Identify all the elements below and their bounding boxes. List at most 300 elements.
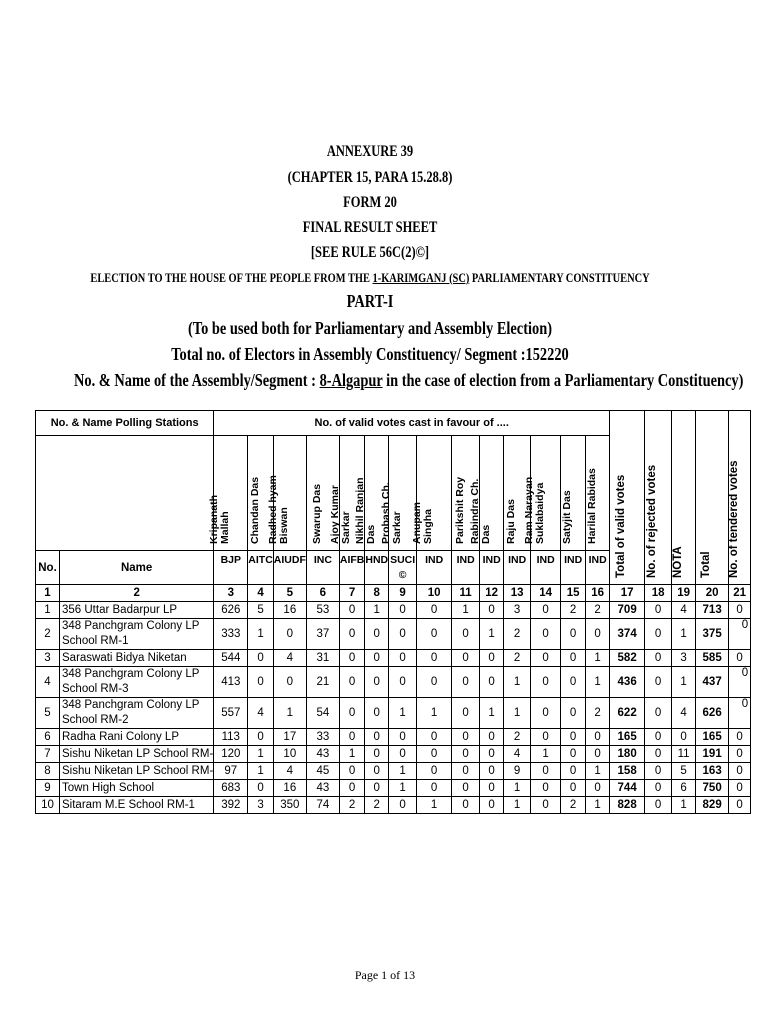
vote-cell: 0 <box>561 746 586 763</box>
segment-suffix: in the case of election from a Parliamentary Constituency) <box>382 370 744 390</box>
vote-cell: 53 <box>306 602 339 619</box>
vote-cell: 0 <box>417 746 452 763</box>
vote-cell: 3 <box>248 797 274 814</box>
col-no-header: No. <box>36 551 60 585</box>
index-cell: 8 <box>365 585 389 602</box>
valid-total-cell: 744 <box>610 780 645 797</box>
vote-cell: 0 <box>339 650 365 667</box>
vote-cell: 0 <box>389 619 417 650</box>
index-cell: 7 <box>339 585 365 602</box>
vote-cell: 1 <box>339 746 365 763</box>
vote-cell: 113 <box>214 729 248 746</box>
vote-cell: 2 <box>561 602 586 619</box>
vote-cell: 1 <box>389 780 417 797</box>
vote-cell: 4 <box>504 746 531 763</box>
vote-cell: 0 <box>480 602 504 619</box>
vote-cell: 1 <box>452 602 480 619</box>
vote-cell: 0 <box>339 602 365 619</box>
vote-cell: 0 <box>389 667 417 698</box>
summary-col-label: No. of tendered votes <box>727 460 740 578</box>
vote-cell: 74 <box>306 797 339 814</box>
vote-cell: 0 <box>480 729 504 746</box>
rejected-cell: 0 <box>645 602 672 619</box>
index-cell: 17 <box>610 585 645 602</box>
vote-cell: 0 <box>480 763 504 780</box>
row-number: 5 <box>36 698 60 729</box>
summary-col-label: Total <box>700 551 713 578</box>
vote-cell: 2 <box>586 698 610 729</box>
vote-cell: 0 <box>561 698 586 729</box>
table-row <box>36 797 751 814</box>
rejected-cell: 0 <box>645 667 672 698</box>
vote-cell: 0 <box>480 650 504 667</box>
vote-cell: 4 <box>273 650 306 667</box>
election-line <box>74 270 666 286</box>
nota-cell: 4 <box>672 698 696 729</box>
vote-cell: 1 <box>389 763 417 780</box>
station-name: Sishu Niketan LP School RM- <box>60 746 214 763</box>
candidate-name: Anupam Singha <box>411 502 435 544</box>
candidate-name: Ajoy Kumar Sarkar <box>329 485 353 544</box>
nota-cell: 3 <box>672 650 696 667</box>
vote-cell: 0 <box>561 619 586 650</box>
index-cell: 4 <box>248 585 274 602</box>
vote-cell: 0 <box>365 746 389 763</box>
vote-cell: 1 <box>586 797 610 814</box>
total-cell: 165 <box>696 729 729 746</box>
total-cell: 191 <box>696 746 729 763</box>
candidate-name: Probash Ch. Sarkar <box>379 482 403 544</box>
vote-cell: 0 <box>339 698 365 729</box>
index-cell: 11 <box>452 585 480 602</box>
tendered-cell: 0 <box>729 729 751 746</box>
vote-cell: 557 <box>214 698 248 729</box>
vote-cell: 1 <box>417 797 452 814</box>
nota-cell: 1 <box>672 667 696 698</box>
vote-cell: 0 <box>586 729 610 746</box>
vote-cell: 0 <box>531 797 561 814</box>
tendered-cell: 0 <box>729 667 751 698</box>
vote-cell: 0 <box>365 698 389 729</box>
candidate-name-cell <box>586 436 610 551</box>
index-cell: 1 <box>36 585 60 602</box>
party-cell: IND <box>504 551 531 585</box>
index-cell: 18 <box>645 585 672 602</box>
header-form: FORM 20 <box>343 194 397 211</box>
vote-cell: 0 <box>452 763 480 780</box>
vote-cell: 0 <box>531 729 561 746</box>
candidate-name: Satyjit Das <box>561 490 574 544</box>
vote-cell: 54 <box>306 698 339 729</box>
summary-col-header <box>696 411 729 585</box>
vote-cell: 0 <box>365 667 389 698</box>
candidate-name: Nikhil Ranjan Das <box>353 477 377 544</box>
vote-cell: 1 <box>248 763 274 780</box>
vote-cell: 413 <box>214 667 248 698</box>
vote-cell: 43 <box>306 746 339 763</box>
electors-line: Total no. of Electors in Assembly Constituency/ Segment :152220 <box>171 344 569 364</box>
vote-cell: 0 <box>339 729 365 746</box>
summary-col-header <box>672 411 696 585</box>
vote-cell: 0 <box>389 602 417 619</box>
candidate-name: Radhed hyam Biswan <box>266 475 290 544</box>
usage-line: (To be used both for Parliamentary and Assembly Election) <box>187 318 553 338</box>
index-cell: 3 <box>214 585 248 602</box>
candidate-name-cell <box>468 436 504 551</box>
tendered-cell: 0 <box>729 602 751 619</box>
vote-cell: 0 <box>480 746 504 763</box>
summary-col-label: Total of valid votes <box>615 474 628 578</box>
vote-cell: 1 <box>365 602 389 619</box>
table-row <box>36 746 751 763</box>
vote-cell: 1 <box>417 698 452 729</box>
vote-cell: 0 <box>389 650 417 667</box>
vote-cell: 0 <box>586 619 610 650</box>
vote-cell: 0 <box>248 650 274 667</box>
tendered-cell: 0 <box>729 698 751 729</box>
tendered-cell: 0 <box>729 746 751 763</box>
table-row <box>36 602 751 619</box>
party-cell: AIUDF <box>273 551 306 585</box>
vote-cell: 0 <box>561 667 586 698</box>
valid-total-cell: 622 <box>610 698 645 729</box>
vote-cell: 0 <box>480 780 504 797</box>
rejected-cell: 0 <box>645 619 672 650</box>
nota-cell: 0 <box>672 729 696 746</box>
vote-cell: 0 <box>561 763 586 780</box>
rejected-cell: 0 <box>645 698 672 729</box>
vote-cell: 0 <box>417 650 452 667</box>
party-cell: IND <box>452 551 480 585</box>
vote-cell: 1 <box>504 797 531 814</box>
index-cell: 2 <box>60 585 214 602</box>
summary-col-label: No. of rejected votes <box>646 464 659 578</box>
vote-cell: 0 <box>339 763 365 780</box>
row-number: 1 <box>36 602 60 619</box>
total-cell: 750 <box>696 780 729 797</box>
vote-cell: 0 <box>365 619 389 650</box>
index-cell: 16 <box>586 585 610 602</box>
party-cell: INC <box>306 551 339 585</box>
index-cell: 20 <box>696 585 729 602</box>
nota-cell: 11 <box>672 746 696 763</box>
vote-cell: 1 <box>586 763 610 780</box>
vote-cell: 2 <box>561 797 586 814</box>
index-cell: 13 <box>504 585 531 602</box>
vote-cell: 0 <box>248 729 274 746</box>
col-name-header: Name <box>60 551 214 585</box>
vote-cell: 0 <box>531 650 561 667</box>
vote-cell: 0 <box>248 780 274 797</box>
vote-cell: 16 <box>273 780 306 797</box>
vote-cell: 683 <box>214 780 248 797</box>
vote-cell: 0 <box>531 667 561 698</box>
nota-cell: 5 <box>672 763 696 780</box>
vote-cell: 1 <box>586 667 610 698</box>
station-name: Sishu Niketan LP School RM- <box>60 763 214 780</box>
election-prefix: ELECTION TO THE HOUSE OF THE PEOPLE FROM THE <box>90 270 373 285</box>
station-name: Town High School <box>60 780 214 797</box>
header-title: FINAL RESULT SHEET <box>302 219 438 236</box>
valid-total-cell: 180 <box>610 746 645 763</box>
vote-cell: 3 <box>504 602 531 619</box>
page-number: Page 1 of 13 <box>354 968 416 982</box>
tendered-cell: 0 <box>729 797 751 814</box>
vote-cell: 0 <box>417 763 452 780</box>
vote-cell: 1 <box>586 650 610 667</box>
vote-cell: 120 <box>214 746 248 763</box>
candidate-name: Ram Narayan Suklabaidya <box>522 476 546 544</box>
header-chapter: (CHAPTER 15, PARA 15.28.8) <box>287 169 453 186</box>
rejected-cell: 0 <box>645 797 672 814</box>
vote-cell: 0 <box>389 746 417 763</box>
vote-cell: 4 <box>248 698 274 729</box>
rejected-cell: 0 <box>645 746 672 763</box>
total-cell: 437 <box>696 667 729 698</box>
tendered-cell: 0 <box>729 763 751 780</box>
vote-cell: 45 <box>306 763 339 780</box>
candidate-name-cell <box>411 436 452 551</box>
vote-cell: 0 <box>561 780 586 797</box>
vote-cell: 17 <box>273 729 306 746</box>
election-suffix: PARLIAMENTARY CONSTITUENCY <box>469 270 650 285</box>
table-head-row <box>36 411 751 436</box>
vote-cell: 1 <box>480 698 504 729</box>
vote-cell: 10 <box>273 746 306 763</box>
result-table <box>35 410 751 814</box>
total-cell: 829 <box>696 797 729 814</box>
candidate-name: Swarup Das <box>310 483 323 544</box>
vote-cell: 16 <box>273 602 306 619</box>
vote-cell: 0 <box>531 698 561 729</box>
station-name: Saraswati Bidya Niketan <box>60 650 214 667</box>
vote-cell: 0 <box>339 667 365 698</box>
vote-cell: 21 <box>306 667 339 698</box>
candidate-name: Parikshit Roy <box>453 476 466 544</box>
index-cell: 15 <box>561 585 586 602</box>
vote-cell: 0 <box>531 763 561 780</box>
vote-cell: 31 <box>306 650 339 667</box>
nota-cell: 4 <box>672 602 696 619</box>
nota-cell: 1 <box>672 797 696 814</box>
vote-cell: 33 <box>306 729 339 746</box>
vote-cell: 0 <box>531 602 561 619</box>
rejected-cell: 0 <box>645 729 672 746</box>
part-title: PART-I <box>346 291 394 311</box>
station-name: 356 Uttar Badarpur LP <box>60 602 214 619</box>
party-cell: BJP <box>214 551 248 585</box>
vote-cell: 392 <box>214 797 248 814</box>
vote-cell: 0 <box>480 797 504 814</box>
vote-cell: 0 <box>531 619 561 650</box>
total-cell: 585 <box>696 650 729 667</box>
index-cell: 10 <box>417 585 452 602</box>
party-cell: AITC <box>248 551 274 585</box>
party-cell: AIFB <box>339 551 365 585</box>
vote-cell: 0 <box>389 797 417 814</box>
row-number: 7 <box>36 746 60 763</box>
vote-cell: 5 <box>248 602 274 619</box>
vote-cell: 0 <box>586 780 610 797</box>
valid-total-cell: 165 <box>610 729 645 746</box>
party-cell: HND <box>365 551 389 585</box>
vote-cell: 0 <box>452 746 480 763</box>
summary-col-header <box>729 411 751 585</box>
vote-cell: 0 <box>452 619 480 650</box>
vote-cell: 37 <box>306 619 339 650</box>
index-cell: 6 <box>306 585 339 602</box>
table-row <box>36 763 751 780</box>
valid-total-cell: 374 <box>610 619 645 650</box>
vote-cell: 0 <box>452 650 480 667</box>
vote-cell: 626 <box>214 602 248 619</box>
vote-cell: 2 <box>504 650 531 667</box>
vote-cell: 0 <box>452 667 480 698</box>
index-row <box>36 585 751 602</box>
vote-cell: 0 <box>561 650 586 667</box>
vote-cell: 2 <box>504 729 531 746</box>
total-cell: 713 <box>696 602 729 619</box>
polling-stations-header: No. & Name Polling Stations <box>36 411 214 436</box>
rejected-cell: 0 <box>645 780 672 797</box>
index-cell: 9 <box>389 585 417 602</box>
vote-cell: 0 <box>417 667 452 698</box>
valid-total-cell: 582 <box>610 650 645 667</box>
valid-total-cell: 709 <box>610 602 645 619</box>
valid-total-cell: 158 <box>610 763 645 780</box>
station-name: 348 Panchgram Colony LP School RM-3 <box>60 667 214 698</box>
header-rule: [SEE RULE 56C(2)©] <box>310 244 430 261</box>
vote-cell: 0 <box>365 780 389 797</box>
summary-col-header <box>645 411 672 585</box>
vote-cell: 1 <box>504 698 531 729</box>
segment-line <box>74 370 744 391</box>
table-body <box>36 411 751 814</box>
segment-name: 8-Algapur <box>319 370 383 390</box>
vote-cell: 2 <box>365 797 389 814</box>
party-cell: IND <box>586 551 610 585</box>
station-name: Radha Rani Colony LP <box>60 729 214 746</box>
table-row <box>36 650 751 667</box>
candidate-name: Chandan Das <box>248 476 261 544</box>
table-row <box>36 780 751 797</box>
vote-cell: 0 <box>365 763 389 780</box>
vote-cell: 0 <box>452 780 480 797</box>
station-name: Sitaram M.E School RM-1 <box>60 797 214 814</box>
vote-cell: 0 <box>339 619 365 650</box>
total-cell: 626 <box>696 698 729 729</box>
vote-cell: 1 <box>504 780 531 797</box>
party-cell: IND <box>561 551 586 585</box>
tendered-cell: 0 <box>729 619 751 650</box>
index-cell: 19 <box>672 585 696 602</box>
tendered-cell: 0 <box>729 650 751 667</box>
rejected-cell: 0 <box>645 650 672 667</box>
vote-cell: 1 <box>504 667 531 698</box>
nota-cell: 1 <box>672 619 696 650</box>
tendered-cell: 0 <box>729 780 751 797</box>
party-cell: IND <box>531 551 561 585</box>
vote-cell: 0 <box>339 780 365 797</box>
total-cell: 375 <box>696 619 729 650</box>
vote-cell: 0 <box>365 650 389 667</box>
table-row <box>36 619 751 650</box>
row-number: 2 <box>36 619 60 650</box>
vote-cell: 1 <box>531 746 561 763</box>
header-annexure: ANNEXURE 39 <box>326 143 414 160</box>
valid-votes-header: No. of valid votes cast in favour of .... <box>214 411 610 436</box>
vote-cell: 0 <box>480 667 504 698</box>
vote-cell: 0 <box>586 746 610 763</box>
vote-cell: 2 <box>586 602 610 619</box>
vote-cell: 2 <box>339 797 365 814</box>
nota-cell: 6 <box>672 780 696 797</box>
segment-prefix: No. & Name of the Assembly/Segment : <box>74 370 320 390</box>
vote-cell: 0 <box>273 619 306 650</box>
valid-total-cell: 436 <box>610 667 645 698</box>
vote-cell: 43 <box>306 780 339 797</box>
candidate-name: Raju Das <box>505 499 518 544</box>
vote-cell: 0 <box>452 729 480 746</box>
candidate-name-cell <box>207 436 248 551</box>
row-number: 3 <box>36 650 60 667</box>
vote-cell: 1 <box>248 746 274 763</box>
summary-col-header <box>610 411 645 585</box>
row-number: 4 <box>36 667 60 698</box>
vote-cell: 333 <box>214 619 248 650</box>
vote-cell: 1 <box>273 698 306 729</box>
index-cell: 5 <box>273 585 306 602</box>
candidate-name: Rabindra Ch. Das <box>468 478 492 544</box>
party-cell: IND <box>417 551 452 585</box>
vote-cell: 2 <box>504 619 531 650</box>
vote-cell: 544 <box>214 650 248 667</box>
table-row <box>36 729 751 746</box>
index-cell: 14 <box>531 585 561 602</box>
party-cell: SUCI © <box>389 551 417 585</box>
vote-cell: 9 <box>504 763 531 780</box>
table-row <box>36 698 751 729</box>
station-name: 348 Panchgram Colony LP School RM-2 <box>60 698 214 729</box>
vote-cell: 1 <box>480 619 504 650</box>
table-row <box>36 667 751 698</box>
row-number: 6 <box>36 729 60 746</box>
rejected-cell: 0 <box>645 763 672 780</box>
vote-cell: 1 <box>248 619 274 650</box>
index-cell: 21 <box>729 585 751 602</box>
total-cell: 163 <box>696 763 729 780</box>
vote-cell: 350 <box>273 797 306 814</box>
vote-cell: 0 <box>452 698 480 729</box>
vote-cell: 0 <box>248 667 274 698</box>
vote-cell: 0 <box>417 729 452 746</box>
candidate-name-cell <box>266 436 306 551</box>
candidate-name: Harilal Rabidas <box>585 468 598 544</box>
vote-cell: 0 <box>452 797 480 814</box>
summary-col-label: NOTA <box>671 546 684 578</box>
vote-cell: 1 <box>389 698 417 729</box>
vote-cell: 0 <box>273 667 306 698</box>
candidate-name-cell <box>522 436 561 551</box>
vote-cell: 0 <box>417 602 452 619</box>
row-number: 8 <box>36 763 60 780</box>
candidate-name-cell <box>561 436 586 551</box>
constituency-name: 1-KARIMGANJ (SC) <box>372 270 470 285</box>
vote-cell: 0 <box>417 619 452 650</box>
party-cell: IND <box>480 551 504 585</box>
station-name: 348 Panchgram Colony LP School RM-1 <box>60 619 214 650</box>
row-number: 9 <box>36 780 60 797</box>
